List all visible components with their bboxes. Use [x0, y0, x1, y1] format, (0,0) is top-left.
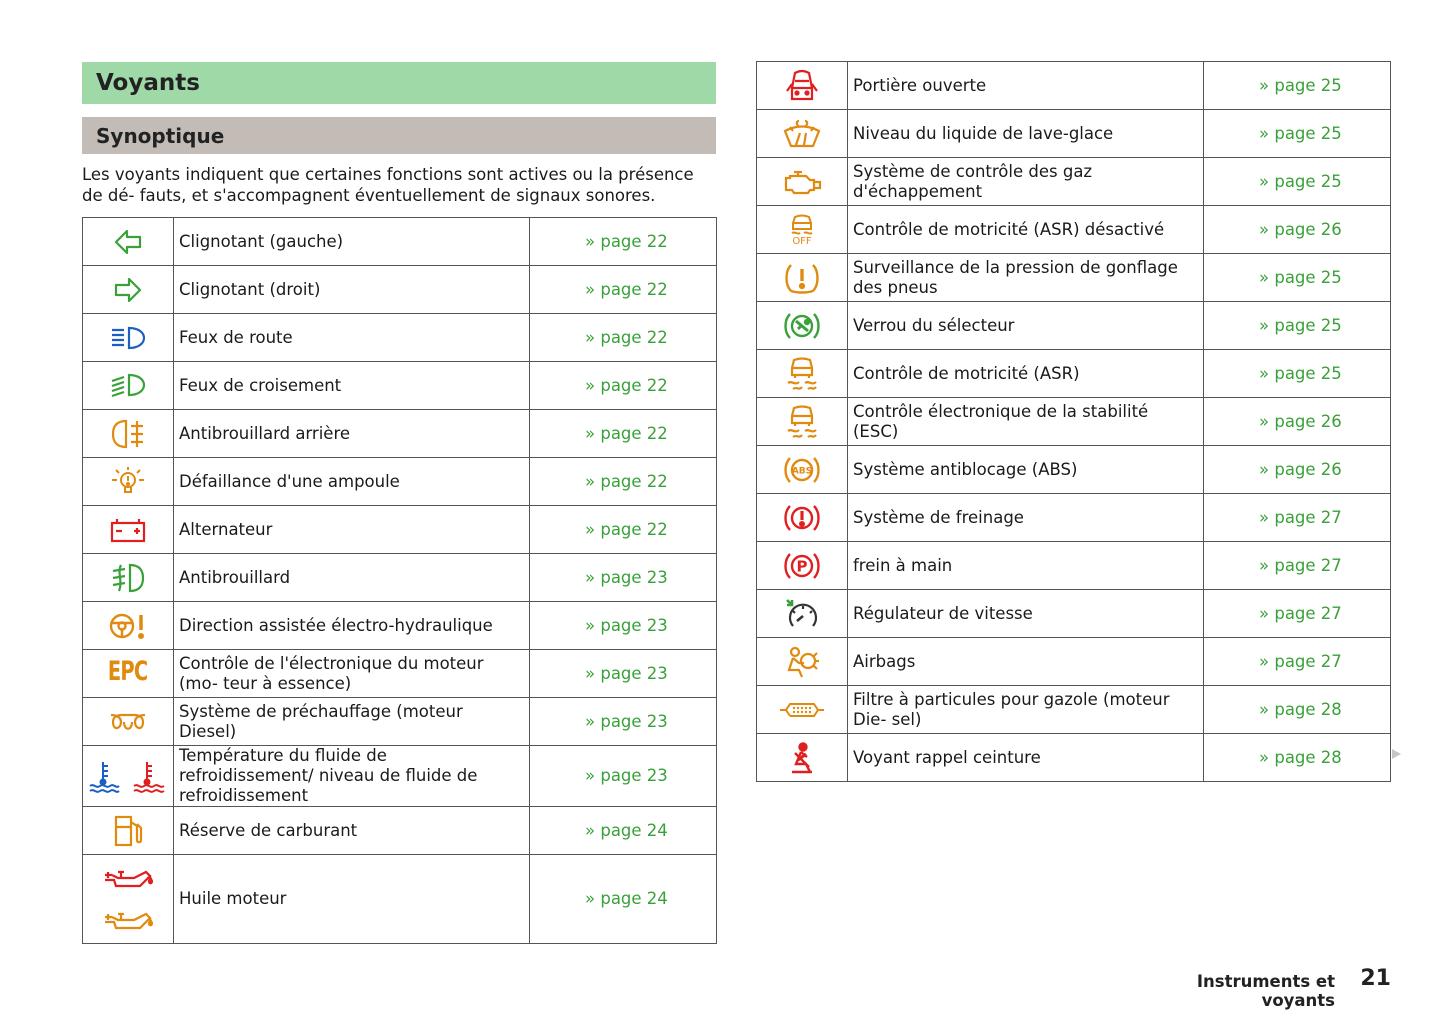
seatbelt-icon [757, 734, 848, 782]
page-reference-link[interactable]: » page 27 [1204, 638, 1391, 686]
high-beam-icon [83, 314, 174, 362]
indicator-label: Verrou du sélecteur [848, 302, 1204, 350]
indicator-table-left [82, 217, 717, 944]
indicator-label: Contrôle de motricité (ASR) désactivé [848, 206, 1204, 254]
coolant-icon [83, 746, 174, 807]
page-reference-link[interactable]: » page 22 [530, 266, 717, 314]
indicator-label: Surveillance de la pression de gonflage des pneus [848, 254, 1204, 302]
door-open-icon [757, 62, 848, 110]
table-row [83, 506, 717, 554]
indicator-label: frein à main [848, 542, 1204, 590]
page-title: Voyants [82, 62, 716, 104]
asr-icon [757, 350, 848, 398]
footer-section-title: Instruments et voyants [1196, 972, 1335, 1010]
indicator-label: Feux de croisement [174, 362, 530, 410]
indicator-label: Antibrouillard arrière [174, 410, 530, 458]
table-row [757, 302, 1391, 350]
table-row [757, 110, 1391, 158]
indicator-label: Niveau du liquide de lave-glace [848, 110, 1204, 158]
page-reference-link[interactable]: » page 22 [530, 314, 717, 362]
particle-filter-icon [757, 686, 848, 734]
section-subtitle: Synoptique [82, 117, 716, 154]
indicator-label: Voyant rappel ceinture [848, 734, 1204, 782]
page-reference-link[interactable]: » page 25 [1204, 158, 1391, 206]
page-reference-link[interactable]: » page 22 [530, 362, 717, 410]
page-reference-link[interactable]: » page 28 [1204, 734, 1391, 782]
page-reference-link[interactable]: » page 25 [1204, 254, 1391, 302]
washer-fluid-icon [757, 110, 848, 158]
table-row [83, 458, 717, 506]
page-reference-link[interactable]: » page 25 [1204, 350, 1391, 398]
indicator-label: Régulateur de vitesse [848, 590, 1204, 638]
table-row [83, 362, 717, 410]
intro-paragraph: Les voyants indiquent que certaines fonctions sont actives ou la présence de dé- fauts, et s'accompagnent éventuellement de signaux sonores. [82, 165, 694, 205]
parking-brake-icon [757, 542, 848, 590]
table-row [83, 807, 717, 855]
table-row [757, 590, 1391, 638]
table-row [757, 542, 1391, 590]
page-reference-link[interactable]: » page 25 [1204, 62, 1391, 110]
bulb-failure-icon [83, 458, 174, 506]
epc-icon-text: EPC [108, 656, 148, 687]
indicator-label: Filtre à particules pour gazole (moteur Die- sel) [848, 686, 1204, 734]
indicator-label: Clignotant (gauche) [174, 218, 530, 266]
airbag-icon [757, 638, 848, 686]
page-reference-link[interactable]: » page 25 [1204, 302, 1391, 350]
indicator-label: Système antiblocage (ABS) [848, 446, 1204, 494]
indicator-label: Température du fluide de refroidissement/ niveau de fluide de refroidissement [174, 746, 530, 807]
engine-exhaust-icon [757, 158, 848, 206]
rear-fog-icon [83, 410, 174, 458]
table-row [757, 734, 1391, 782]
page-reference-link[interactable]: » page 26 [1204, 206, 1391, 254]
table-row [83, 314, 717, 362]
indicator-label: Airbags [848, 638, 1204, 686]
epc-icon [83, 650, 174, 698]
table-row [83, 698, 717, 746]
table-row [83, 218, 717, 266]
table-row [757, 494, 1391, 542]
fuel-icon [83, 807, 174, 855]
page-reference-link[interactable]: » page 26 [1204, 446, 1391, 494]
indicator-label: Portière ouverte [848, 62, 1204, 110]
table-row [83, 554, 717, 602]
glow-plug-icon [83, 698, 174, 746]
indicator-label: Contrôle électronique de la stabilité (ESC) [848, 398, 1204, 446]
page-reference-link[interactable]: » page 25 [1204, 110, 1391, 158]
page-reference-link[interactable]: » page 22 [530, 458, 717, 506]
turn-right-icon [83, 266, 174, 314]
indicator-label: Alternateur [174, 506, 530, 554]
steering-icon [83, 602, 174, 650]
indicator-label: Contrôle de l'électronique du moteur (mo- teur à essence) [174, 650, 530, 698]
page-reference-link[interactable]: » page 22 [530, 506, 717, 554]
indicator-label: Huile moteur [174, 855, 530, 944]
page-reference-link[interactable]: » page 28 [1204, 686, 1391, 734]
indicator-label: Défaillance d'une ampoule [174, 458, 530, 506]
table-row [757, 62, 1391, 110]
selector-lock-icon [757, 302, 848, 350]
indicator-label: Antibrouillard [174, 554, 530, 602]
page-reference-link[interactable]: » page 23 [530, 650, 717, 698]
battery-icon [83, 506, 174, 554]
abs-icon [757, 446, 848, 494]
indicator-label: Système de freinage [848, 494, 1204, 542]
front-fog-icon [83, 554, 174, 602]
page-reference-link[interactable]: » page 23 [530, 698, 717, 746]
page-reference-link[interactable]: » page 24 [530, 807, 717, 855]
page-reference-link[interactable]: » page 23 [530, 746, 717, 807]
table-row [757, 686, 1391, 734]
page-reference-link[interactable]: » page 27 [1204, 542, 1391, 590]
table-row [757, 638, 1391, 686]
esc-icon [757, 398, 848, 446]
brake-system-icon [757, 494, 848, 542]
abs-icon-text: ABS [791, 466, 813, 476]
indicator-label: Contrôle de motricité (ASR) [848, 350, 1204, 398]
table-row [757, 350, 1391, 398]
table-row [757, 254, 1391, 302]
page-reference-link[interactable]: » page 27 [1204, 494, 1391, 542]
table-row [83, 746, 717, 807]
page-reference-link[interactable]: » page 27 [1204, 590, 1391, 638]
indicator-label: Clignotant (droit) [174, 266, 530, 314]
asr-off-icon [757, 206, 848, 254]
tire-pressure-icon [757, 254, 848, 302]
indicator-label: Système de préchauffage (moteur Diesel) [174, 698, 530, 746]
table-row [757, 398, 1391, 446]
table-row [757, 206, 1391, 254]
asr-off-text: OFF [792, 235, 812, 247]
page-reference-link[interactable]: » page 26 [1204, 398, 1391, 446]
parking-brake-icon-text: P [796, 557, 808, 575]
oil-icon [83, 855, 174, 944]
page-reference-link[interactable]: » page 23 [530, 554, 717, 602]
indicator-table-right [756, 61, 1391, 782]
table-row [757, 446, 1391, 494]
cruise-control-icon [757, 590, 848, 638]
indicator-label: Système de contrôle des gaz d'échappement [848, 158, 1204, 206]
next-page-arrow-icon[interactable] [1392, 749, 1401, 759]
page-number: 21 [1360, 966, 1391, 991]
table-row [83, 650, 717, 698]
low-beam-icon [83, 362, 174, 410]
table-row [83, 855, 717, 944]
page-reference-link[interactable]: » page 22 [530, 218, 717, 266]
page-reference-link[interactable]: » page 23 [530, 602, 717, 650]
page-reference-link[interactable]: » page 24 [530, 855, 717, 944]
turn-left-icon [83, 218, 174, 266]
table-row [83, 266, 717, 314]
page-reference-link[interactable]: » page 22 [530, 410, 717, 458]
indicator-label: Direction assistée électro-hydraulique [174, 602, 530, 650]
indicator-label: Feux de route [174, 314, 530, 362]
indicator-label: Réserve de carburant [174, 807, 530, 855]
table-row [83, 410, 717, 458]
table-row [757, 158, 1391, 206]
table-row [83, 602, 717, 650]
